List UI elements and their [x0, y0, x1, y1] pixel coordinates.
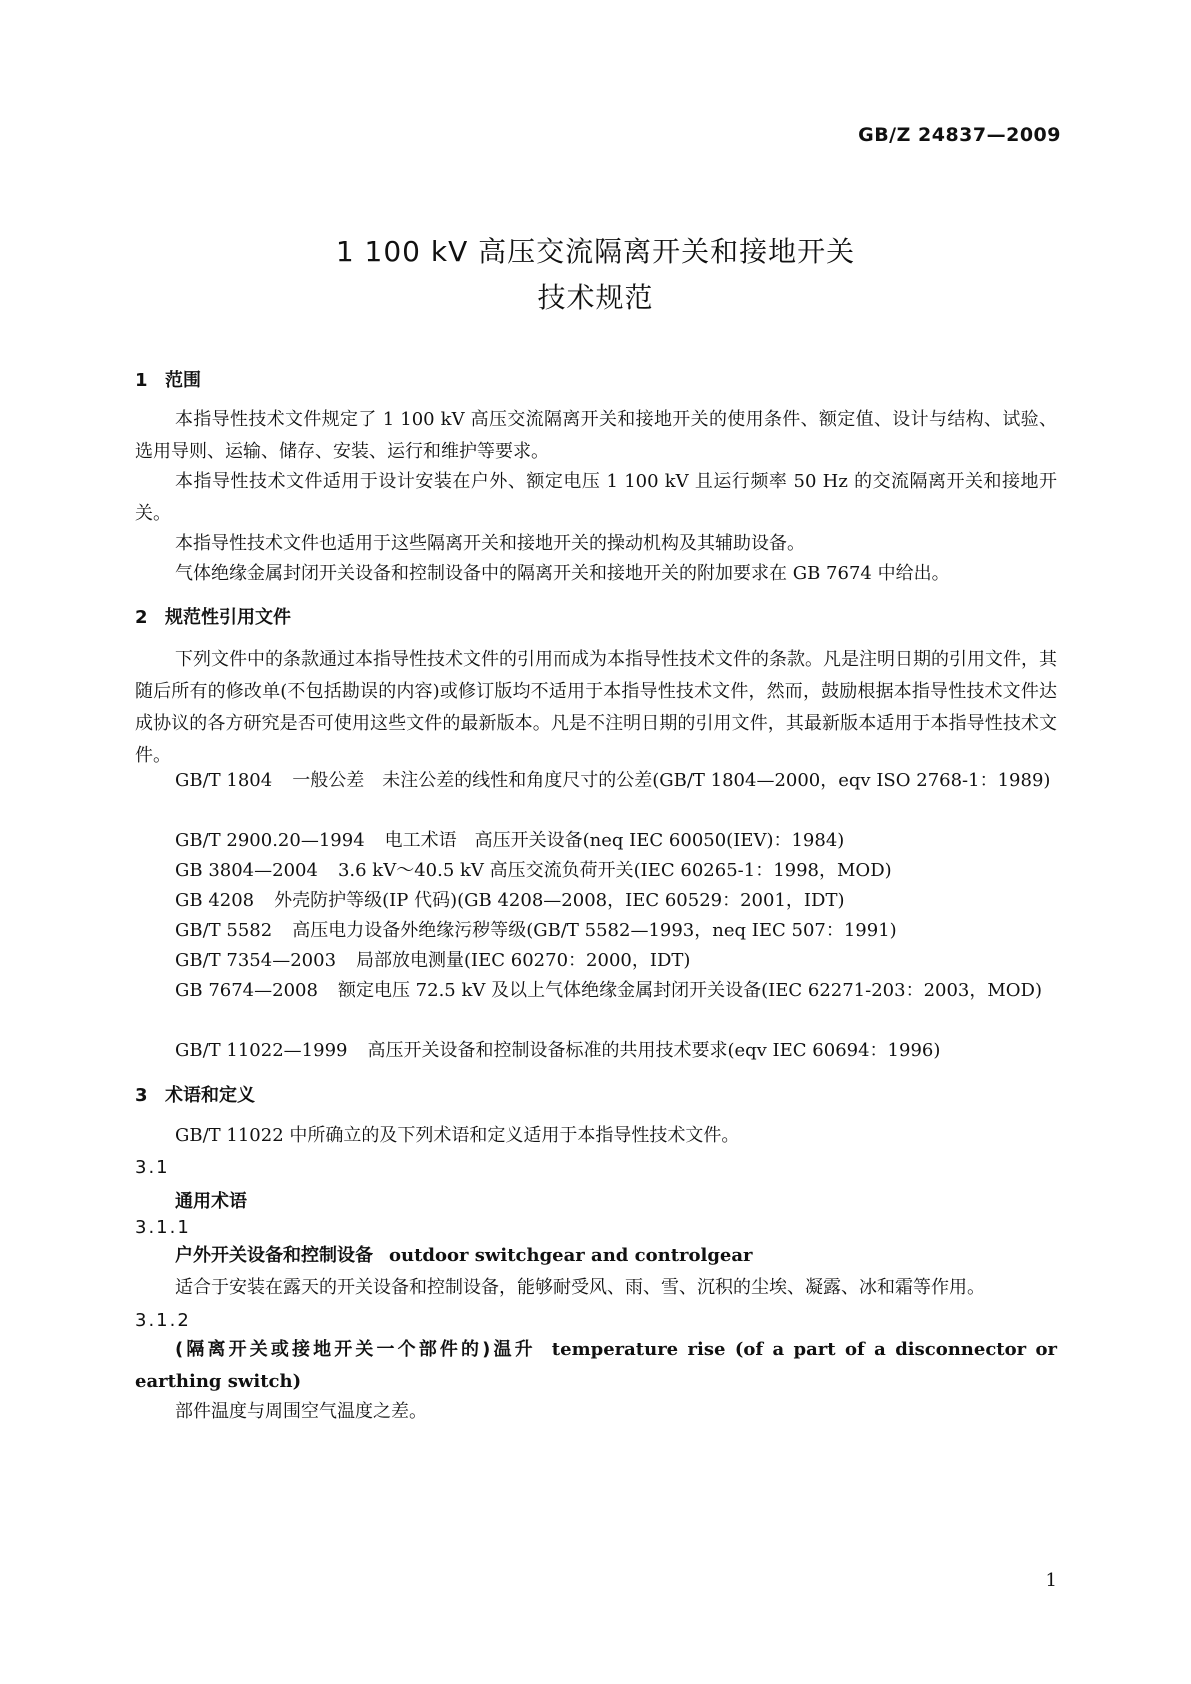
section-number: 1 [135, 370, 148, 391]
term-definition: 部件温度与周围空气温度之差。 [175, 1401, 427, 1422]
reference-title: 3.6 kV～40.5 kV 高压交流负荷开关(IEC 60265-1：1998，MOD) [337, 860, 892, 881]
term-en: temperature rise (of a part of a disconnector or earthing switch) [135, 1339, 1057, 1392]
paragraph: 下列文件中的条款通过本指导性技术文件的引用而成为本指导性技术文件的条款。凡是注明日期的引用文件，其随后所有的修改单(不包括勘误的内容)或修订版均不适用于本指导性技术文件，然而，鼓励根据本指导性技术文件达成协议的各方研究是否可使用这些文件的最新版本。凡是不注明日期的引用文件，其最新版本适用于本指导性技术文件。 [135, 649, 1057, 766]
reference-item [135, 975, 1057, 1007]
reference-item [135, 1035, 1057, 1067]
reference-code: GB/T 5582 [175, 920, 273, 941]
section-2-heading [135, 603, 291, 629]
reference-code: GB/T 7354—2003 [175, 950, 337, 971]
reference-item [135, 855, 1057, 887]
section-number: 2 [135, 607, 148, 628]
paragraph: GB/T 11022 中所确立的及下列术语和定义适用于本指导性技术文件。 [175, 1125, 740, 1146]
reference-title: 高压电力设备外绝缘污秽等级(GB/T 5582—1993，neq IEC 507：1991) [292, 920, 897, 941]
reference-item [135, 825, 1057, 857]
paragraph: 气体绝缘金属封闭开关设备和控制设备中的隔离开关和接地开关的附加要求在 GB 7674 中给出。 [175, 563, 950, 584]
document-title-line1: 1 100 kV 高压交流隔离开关和接地开关 [335, 235, 856, 268]
paragraph: 本指导性技术文件适用于设计安装在户外、额定电压 1 100 kV 且运行频率 50 Hz 的交流隔离开关和接地开关。 [135, 471, 1057, 524]
reference-title: 额定电压 72.5 kV 及以上气体绝缘金属封闭开关设备(IEC 62271-203：2003，MOD) [337, 980, 1043, 1001]
clause-number: 3.1 [135, 1157, 170, 1178]
reference-item [135, 885, 1057, 917]
reference-title: 局部放电测量(IEC 60270：2000，IDT) [356, 950, 691, 971]
section-title: 范围 [165, 370, 201, 391]
term-entry [135, 1240, 1057, 1272]
reference-code: GB 7674—2008 [175, 980, 318, 1001]
term-definition: 适合于安装在露天的开关设备和控制设备，能够耐受风、雨、雪、沉积的尘埃、凝露、冰和霜等作用。 [175, 1277, 985, 1298]
clause-number: 3.1.2 [135, 1310, 191, 1331]
section-1-heading [135, 366, 201, 392]
reference-code: GB/T 2900.20—1994 [175, 830, 365, 851]
clause-number: 3.1.1 [135, 1217, 191, 1238]
reference-title: 一般公差 未注公差的线性和角度尺寸的公差(GB/T 1804—2000，eqv ISO 2768-1：1989) [292, 770, 1051, 791]
term-entry [135, 1334, 1057, 1398]
section-title: 规范性引用文件 [165, 607, 291, 628]
standard-number: GB/Z 24837—2009 [858, 124, 1061, 146]
reference-code: GB 4208 [175, 890, 255, 911]
reference-title: 电工术语 高压开关设备(neq IEC 60050(IEV)：1984) [384, 830, 845, 851]
paragraph: 本指导性技术文件规定了 1 100 kV 高压交流隔离开关和接地开关的使用条件、额定值、设计与结构、试验、选用导则、运输、储存、安装、运行和维护等要求。 [135, 409, 1057, 462]
section-3-heading [135, 1081, 255, 1107]
term-zh: 户外开关设备和控制设备 [175, 1245, 373, 1266]
term-zh: (隔离开关或接地开关一个部件的)温升 [175, 1339, 536, 1360]
term-en: outdoor switchgear and controlgear [389, 1245, 753, 1266]
reference-code: GB 3804—2004 [175, 860, 318, 881]
document-title-line2: 技术规范 [537, 281, 654, 314]
paragraph: 本指导性技术文件也适用于这些隔离开关和接地开关的操动机构及其辅助设备。 [175, 533, 805, 554]
reference-item [135, 915, 1057, 947]
reference-code: GB/T 11022—1999 [175, 1040, 348, 1061]
section-number: 3 [135, 1085, 148, 1106]
clause-title: 通用术语 [175, 1191, 247, 1212]
reference-item [135, 765, 1057, 797]
reference-item [135, 945, 1057, 977]
reference-code: GB/T 1804 [175, 770, 273, 791]
reference-title: 外壳防护等级(IP 代码)(GB 4208—2008，IEC 60529：2001，IDT) [274, 890, 845, 911]
page-number: 1 [1045, 1570, 1057, 1591]
reference-title: 高压开关设备和控制设备标准的共用技术要求(eqv IEC 60694：1996) [367, 1040, 941, 1061]
section-title: 术语和定义 [165, 1085, 255, 1106]
